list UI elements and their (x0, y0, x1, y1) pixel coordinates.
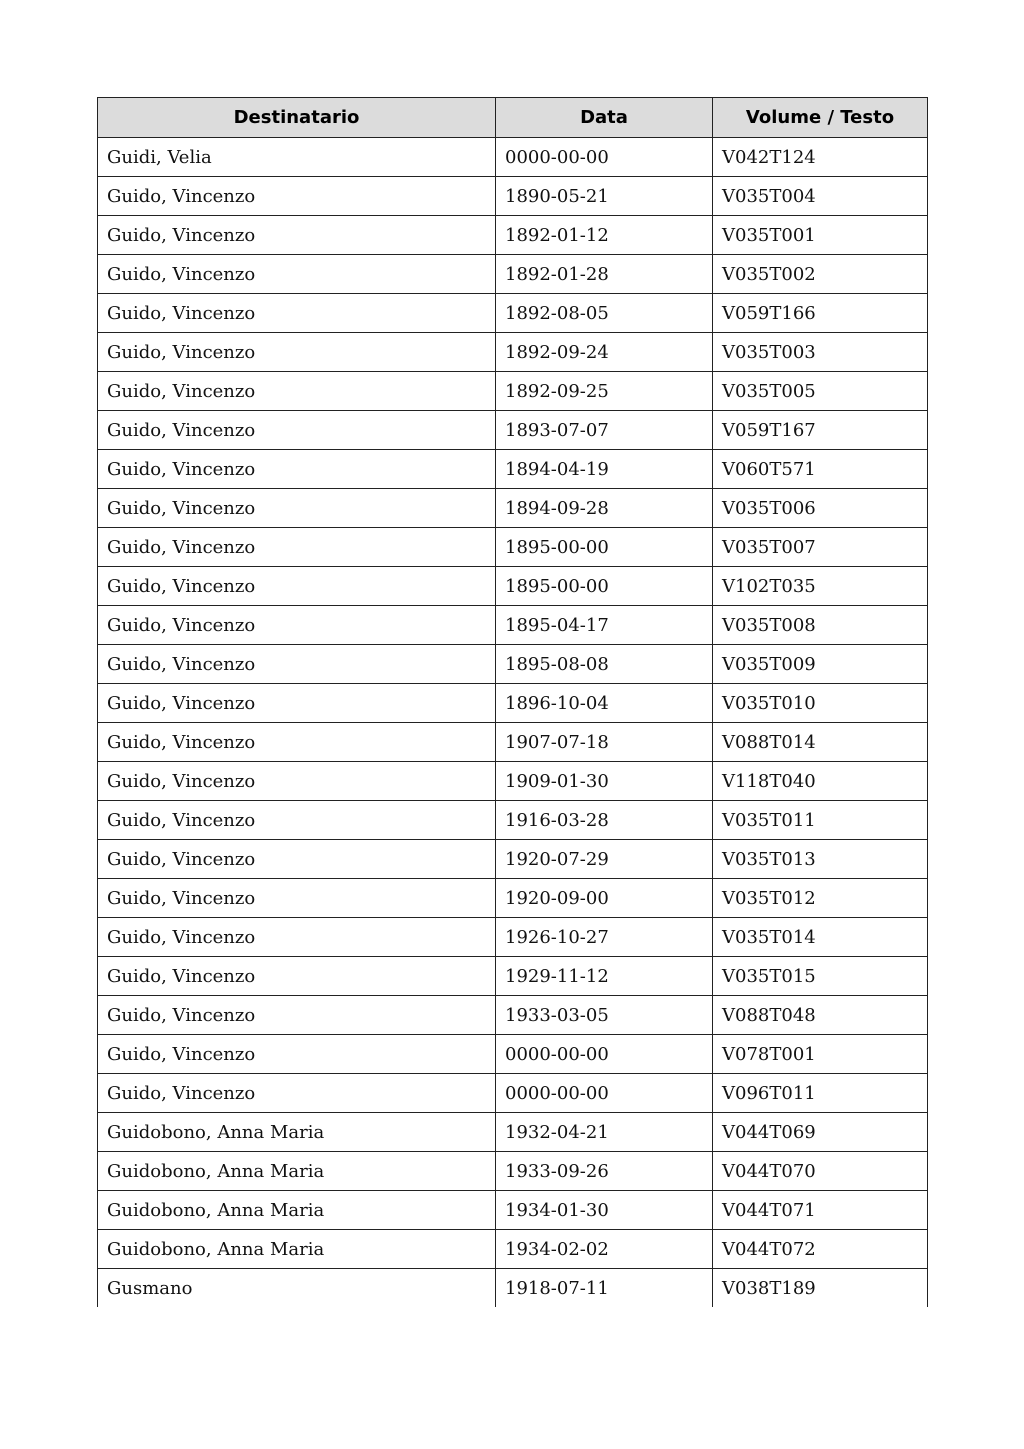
cell-volume-testo: V044T072 (713, 1230, 928, 1269)
cell-destinatario: Guido, Vincenzo (98, 489, 496, 528)
cell-volume-testo: V088T048 (713, 996, 928, 1035)
table-row (98, 918, 928, 957)
cell-volume-testo: V042T124 (713, 138, 928, 177)
cell-volume-testo: V035T003 (713, 333, 928, 372)
cell-destinatario: Guidobono, Anna Maria (98, 1230, 496, 1269)
cell-volume-testo: V044T069 (713, 1113, 928, 1152)
cell-destinatario: Guido, Vincenzo (98, 723, 496, 762)
cell-destinatario: Guido, Vincenzo (98, 879, 496, 918)
cell-volume-testo: V035T015 (713, 957, 928, 996)
cell-destinatario: Guido, Vincenzo (98, 411, 496, 450)
cell-destinatario: Guidobono, Anna Maria (98, 1152, 496, 1191)
cell-data: 1909-01-30 (496, 762, 713, 801)
table-row (98, 801, 928, 840)
cell-volume-testo: V102T035 (713, 567, 928, 606)
cell-destinatario: Guido, Vincenzo (98, 996, 496, 1035)
cell-volume-testo: V044T071 (713, 1191, 928, 1230)
table-row (98, 684, 928, 723)
cell-destinatario: Guido, Vincenzo (98, 372, 496, 411)
table-row (98, 333, 928, 372)
cell-destinatario: Guido, Vincenzo (98, 255, 496, 294)
cell-data: 1895-08-08 (496, 645, 713, 684)
table-row (98, 177, 928, 216)
cell-volume-testo: V059T166 (713, 294, 928, 333)
table-row (98, 450, 928, 489)
table-row (98, 840, 928, 879)
correspondence-table (97, 97, 928, 1307)
cell-volume-testo: V044T070 (713, 1152, 928, 1191)
cell-volume-testo: V035T001 (713, 216, 928, 255)
table-row (98, 879, 928, 918)
cell-data: 1934-01-30 (496, 1191, 713, 1230)
table-row (98, 1035, 928, 1074)
table-row (98, 723, 928, 762)
cell-destinatario: Guido, Vincenzo (98, 528, 496, 567)
cell-volume-testo: V060T571 (713, 450, 928, 489)
table-row (98, 1074, 928, 1113)
cell-volume-testo: V035T012 (713, 879, 928, 918)
cell-destinatario: Guido, Vincenzo (98, 567, 496, 606)
cell-volume-testo: V118T040 (713, 762, 928, 801)
cell-destinatario: Guido, Vincenzo (98, 294, 496, 333)
cell-volume-testo: V088T014 (713, 723, 928, 762)
cell-destinatario: Guido, Vincenzo (98, 684, 496, 723)
cell-data: 1920-07-29 (496, 840, 713, 879)
column-header-destinatario: Destinatario (98, 98, 496, 138)
cell-data: 1933-09-26 (496, 1152, 713, 1191)
cell-destinatario: Guido, Vincenzo (98, 216, 496, 255)
cell-data: 1926-10-27 (496, 918, 713, 957)
cell-destinatario: Guidobono, Anna Maria (98, 1191, 496, 1230)
cell-destinatario: Guido, Vincenzo (98, 918, 496, 957)
table-row (98, 255, 928, 294)
cell-destinatario: Guidi, Velia (98, 138, 496, 177)
cell-data: 1890-05-21 (496, 177, 713, 216)
cell-volume-testo: V035T013 (713, 840, 928, 879)
table-row (98, 957, 928, 996)
cell-volume-testo: V035T005 (713, 372, 928, 411)
cell-data: 1934-02-02 (496, 1230, 713, 1269)
cell-data: 1894-09-28 (496, 489, 713, 528)
cell-data: 1916-03-28 (496, 801, 713, 840)
cell-volume-testo: V035T004 (713, 177, 928, 216)
cell-data: 1892-01-12 (496, 216, 713, 255)
cell-data: 1932-04-21 (496, 1113, 713, 1152)
table-row (98, 411, 928, 450)
table-row (98, 1269, 928, 1308)
cell-data: 1895-04-17 (496, 606, 713, 645)
cell-data: 1892-09-25 (496, 372, 713, 411)
column-header-data: Data (496, 98, 713, 138)
table-row (98, 528, 928, 567)
table-body (98, 138, 928, 1308)
cell-data: 1892-09-24 (496, 333, 713, 372)
cell-data: 1892-08-05 (496, 294, 713, 333)
cell-destinatario: Guido, Vincenzo (98, 1074, 496, 1113)
cell-volume-testo: V035T008 (713, 606, 928, 645)
cell-volume-testo: V035T007 (713, 528, 928, 567)
table-row (98, 762, 928, 801)
cell-data: 1896-10-04 (496, 684, 713, 723)
table-row (98, 489, 928, 528)
cell-data: 0000-00-00 (496, 1074, 713, 1113)
cell-destinatario: Guido, Vincenzo (98, 645, 496, 684)
cell-data: 1933-03-05 (496, 996, 713, 1035)
cell-volume-testo: V035T006 (713, 489, 928, 528)
cell-data: 1929-11-12 (496, 957, 713, 996)
cell-data: 1918-07-11 (496, 1269, 713, 1308)
cell-data: 1894-04-19 (496, 450, 713, 489)
cell-destinatario: Guido, Vincenzo (98, 957, 496, 996)
cell-volume-testo: V059T167 (713, 411, 928, 450)
table-row (98, 1191, 928, 1230)
table-row (98, 1113, 928, 1152)
cell-destinatario: Guido, Vincenzo (98, 801, 496, 840)
cell-volume-testo: V096T011 (713, 1074, 928, 1113)
cell-volume-testo: V035T010 (713, 684, 928, 723)
cell-data: 1895-00-00 (496, 567, 713, 606)
column-header-volume-testo: Volume / Testo (713, 98, 928, 138)
cell-data: 1907-07-18 (496, 723, 713, 762)
cell-volume-testo: V035T014 (713, 918, 928, 957)
table-row (98, 138, 928, 177)
table-row (98, 294, 928, 333)
cell-data: 0000-00-00 (496, 138, 713, 177)
cell-volume-testo: V035T011 (713, 801, 928, 840)
cell-destinatario: Guido, Vincenzo (98, 450, 496, 489)
cell-volume-testo: V035T002 (713, 255, 928, 294)
table-header (98, 98, 928, 138)
table-row (98, 1230, 928, 1269)
cell-data: 1893-07-07 (496, 411, 713, 450)
table-row (98, 372, 928, 411)
cell-volume-testo: V038T189 (713, 1269, 928, 1308)
table-row (98, 996, 928, 1035)
cell-destinatario: Guido, Vincenzo (98, 1035, 496, 1074)
cell-destinatario: Guidobono, Anna Maria (98, 1113, 496, 1152)
table-row (98, 216, 928, 255)
cell-destinatario: Gusmano (98, 1269, 496, 1308)
cell-data: 0000-00-00 (496, 1035, 713, 1074)
table-row (98, 1152, 928, 1191)
cell-data: 1895-00-00 (496, 528, 713, 567)
cell-data: 1892-01-28 (496, 255, 713, 294)
table-row (98, 606, 928, 645)
cell-destinatario: Guido, Vincenzo (98, 762, 496, 801)
table-row (98, 645, 928, 684)
cell-destinatario: Guido, Vincenzo (98, 177, 496, 216)
cell-destinatario: Guido, Vincenzo (98, 333, 496, 372)
cell-destinatario: Guido, Vincenzo (98, 606, 496, 645)
table-row (98, 567, 928, 606)
cell-data: 1920-09-00 (496, 879, 713, 918)
header-row (98, 98, 928, 138)
cell-destinatario: Guido, Vincenzo (98, 840, 496, 879)
cell-volume-testo: V035T009 (713, 645, 928, 684)
cell-volume-testo: V078T001 (713, 1035, 928, 1074)
